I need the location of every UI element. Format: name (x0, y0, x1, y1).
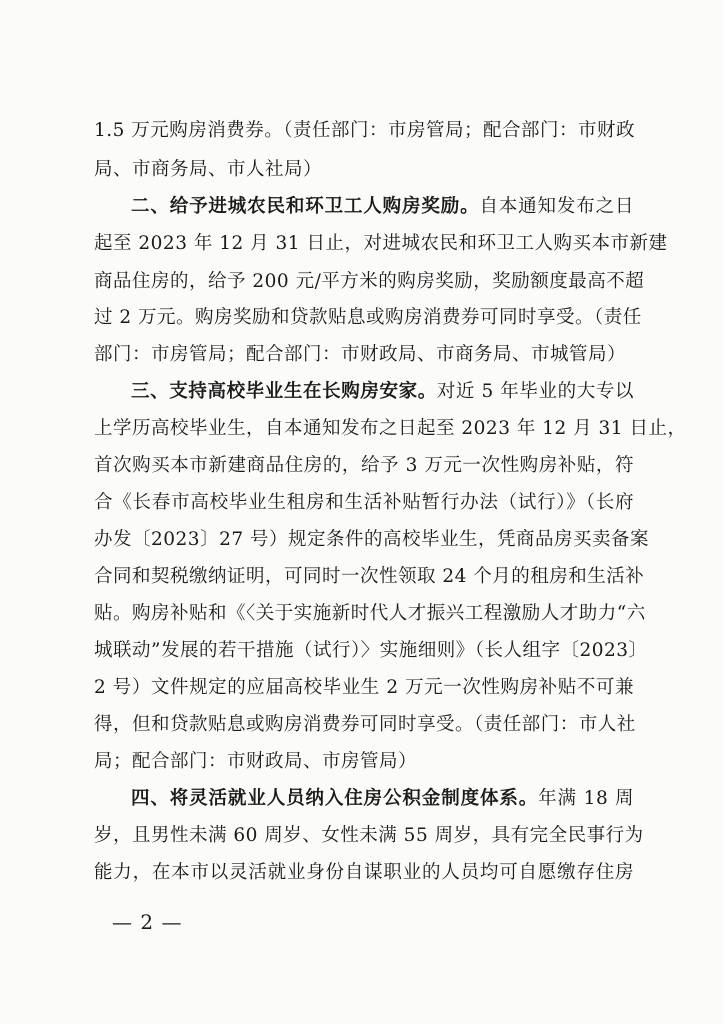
text-line-9: 上学历高校毕业生，自本通知发布之日起至 2023 年 12 月 31 日止， (94, 418, 687, 439)
text-line-2: 局、市商务局、市人社局） (94, 159, 323, 180)
section-2-text: 自本通知发布之日 (479, 196, 634, 217)
section-4-text: 年满 18 周 (538, 788, 634, 809)
text-line-5: 商品住房的，给予 200 元/平方米的购房奖励，奖励额度最高不超 (94, 271, 645, 292)
text-line-1: 1.5 万元购房消费券。（责任部门：市房管局；配合部门：市财政 (94, 120, 636, 141)
text-line-7: 部门：市房管局；配合部门：市财政局、市商务局、市城管局） (94, 344, 627, 365)
text-line-20: 岁，且男性未满 60 周岁、女性未满 55 周岁，具有完全民事行为 (94, 825, 644, 846)
text-line-4: 起至 2023 年 12 月 31 日止，对进城农民和环卫工人购买本市新建 (94, 233, 668, 254)
page-number: — 2 — (112, 910, 183, 934)
section-4-first-line (131, 785, 634, 813)
section-4-heading: 四、将灵活就业人员纳入住房公积金制度体系。 (131, 788, 539, 809)
section-3-heading: 三、支持高校毕业生在长购房安家。 (131, 381, 437, 402)
text-line-13: 合同和契税缴纳证明，可同时一次性领取 24 个月的租房和生活补 (94, 566, 645, 587)
text-line-16: 2 号）文件规定的应届高校毕业生 2 万元一次性购房补贴不可兼 (94, 677, 634, 698)
text-line-15: 城联动”发展的若干措施（试行）〉实施细则》（长人组字〔2023〕 (94, 640, 648, 661)
text-line-10: 首次购买本市新建商品住房的，给予 3 万元一次性购房补贴，符 (94, 455, 634, 476)
text-line-11: 合《长春市高校毕业生租房和生活补贴暂行办法（试行）》（长府 (94, 492, 634, 513)
section-3-first-line (131, 378, 634, 406)
text-line-17: 得，但和贷款贴息或购房消费券可同时享受。（责任部门：市人社 (94, 714, 636, 735)
text-line-14: 贴。购房补贴和《〈关于实施新时代人才振兴工程激励人才助力“六 (94, 603, 646, 624)
section-2-heading: 二、给予进城农民和环卫工人购房奖励。 (131, 196, 480, 217)
section-3-text: 对近 5 年毕业的大专以 (436, 381, 634, 402)
text-line-18: 局；配合部门：市财政局、市房管局） (94, 751, 418, 772)
text-line-12: 办发〔2023〕27 号）规定条件的高校毕业生，凭商品房买卖备案 (94, 529, 650, 550)
text-line-21: 能力，在本市以灵活就业身份自谋职业的人员均可自愿缴存住房 (94, 862, 634, 883)
section-2-first-line (131, 193, 634, 221)
text-line-6: 过 2 万元。购房奖励和贷款贴息或购房消费券可同时享受。（责任 (94, 307, 642, 328)
